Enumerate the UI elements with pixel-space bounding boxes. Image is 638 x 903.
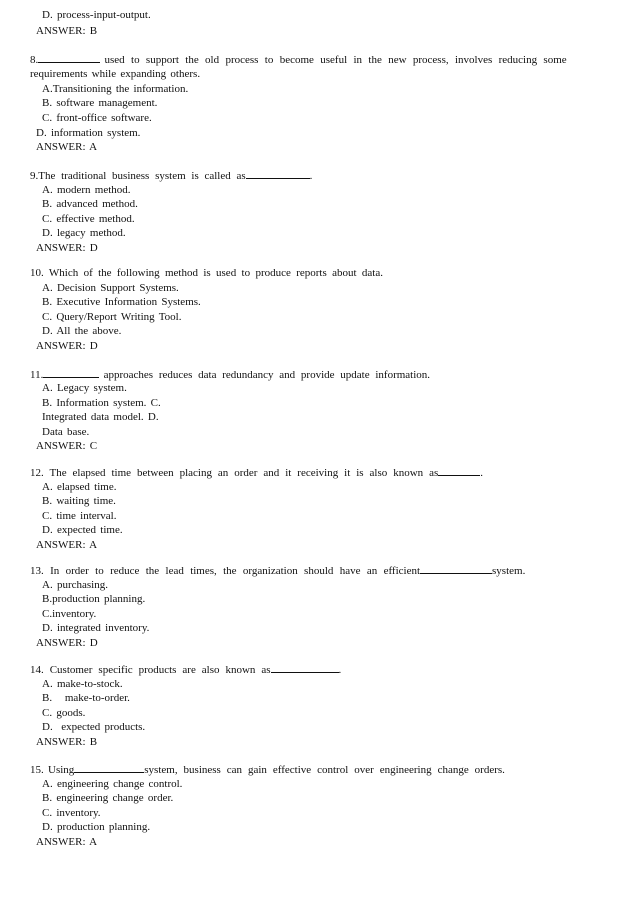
fill-blank	[74, 762, 144, 773]
answer: ANSWER: A	[36, 539, 98, 551]
question-number: 11.	[30, 369, 44, 381]
option-a: A. purchasing.	[42, 579, 108, 591]
fill-blank	[246, 168, 310, 179]
option-a: A. Decision Support Systems.	[42, 282, 179, 294]
question-text: 14. Customer specific products are also known as	[30, 664, 271, 676]
question-15	[30, 762, 505, 778]
question-text: 9.The traditional business system is called as	[30, 170, 246, 182]
question-13	[30, 563, 525, 579]
option-d: D. legacy method.	[42, 227, 126, 239]
option-c: C. front-office software.	[42, 112, 152, 124]
question-12	[30, 465, 483, 481]
question-end: system, business can gain effective control over engineering change orders.	[144, 764, 505, 776]
option-c: C. Query/Report Writing Tool.	[42, 311, 182, 323]
question-end: .	[480, 467, 483, 479]
fill-blank	[43, 367, 99, 378]
question-8-line2: requirements while expanding others.	[30, 68, 201, 80]
option-a: A. modern method.	[42, 184, 131, 196]
question-text: approaches reduces data redundancy and provide update information.	[103, 369, 431, 381]
option-b: B. advanced method.	[42, 198, 138, 210]
answer: ANSWER: D	[36, 242, 98, 254]
option-c: C. time interval.	[42, 510, 117, 522]
option-c: C. inventory.	[42, 807, 101, 819]
answer: ANSWER: D	[36, 340, 98, 352]
option-c: C. goods.	[42, 707, 86, 719]
fill-blank	[38, 52, 100, 63]
option-d: D. expected products.	[42, 721, 146, 733]
option-b: B. make-to-order.	[42, 692, 130, 704]
option-d: Data base.	[42, 426, 90, 438]
option-d: D. integrated inventory.	[42, 622, 150, 634]
question-text: 12. The elapsed time between placing an order and it receiving it is also known as	[30, 467, 439, 479]
question-14	[30, 662, 341, 678]
option-a: A. elapsed time.	[42, 481, 117, 493]
option-d: D. process-input-output.	[42, 9, 151, 21]
question-text: 15. Using	[30, 764, 75, 776]
question-text: used to support the old process to become useful in the new process, involves reducing some	[104, 54, 567, 66]
answer: ANSWER: B	[36, 736, 98, 748]
option-a: A. engineering change control.	[42, 778, 183, 790]
option-c: C. effective method.	[42, 213, 135, 225]
option-d: D. information system.	[36, 127, 141, 139]
answer: ANSWER: B	[36, 25, 98, 37]
answer: ANSWER: D	[36, 637, 98, 649]
fill-blank	[271, 662, 339, 673]
option-c: C.inventory.	[42, 608, 97, 620]
option-d: D. expected time.	[42, 524, 123, 536]
option-b: B. waiting time.	[42, 495, 116, 507]
question-8	[30, 52, 567, 68]
fill-blank	[420, 563, 492, 574]
answer: ANSWER: C	[36, 440, 98, 452]
option-c: Integrated data model. D.	[42, 411, 159, 423]
option-b: B.production planning.	[42, 593, 146, 605]
option-b: B. software management.	[42, 97, 158, 109]
question-end: .	[309, 170, 313, 182]
option-b: B. Executive Information Systems.	[42, 296, 201, 308]
question-9	[30, 168, 312, 184]
option-a: A. Legacy system.	[42, 382, 127, 394]
answer: ANSWER: A	[36, 141, 98, 153]
question-10: 10. Which of the following method is used to produce reports about data.	[30, 267, 383, 279]
question-text: 13. In order to reduce the lead times, the organization should have an efficient	[30, 565, 421, 577]
option-a: A. make-to-stock.	[42, 678, 123, 690]
question-number: 8.	[30, 54, 39, 66]
fill-blank	[438, 465, 480, 476]
option-d: D. All the above.	[42, 325, 122, 337]
option-b: B. engineering change order.	[42, 792, 174, 804]
option-a: A.Transitioning the information.	[42, 83, 189, 95]
question-end: .	[338, 664, 342, 676]
answer: ANSWER: A	[36, 836, 98, 848]
option-d: D. production planning.	[42, 821, 151, 833]
option-b: B. Information system. C.	[42, 397, 161, 409]
question-end: system.	[492, 565, 526, 577]
